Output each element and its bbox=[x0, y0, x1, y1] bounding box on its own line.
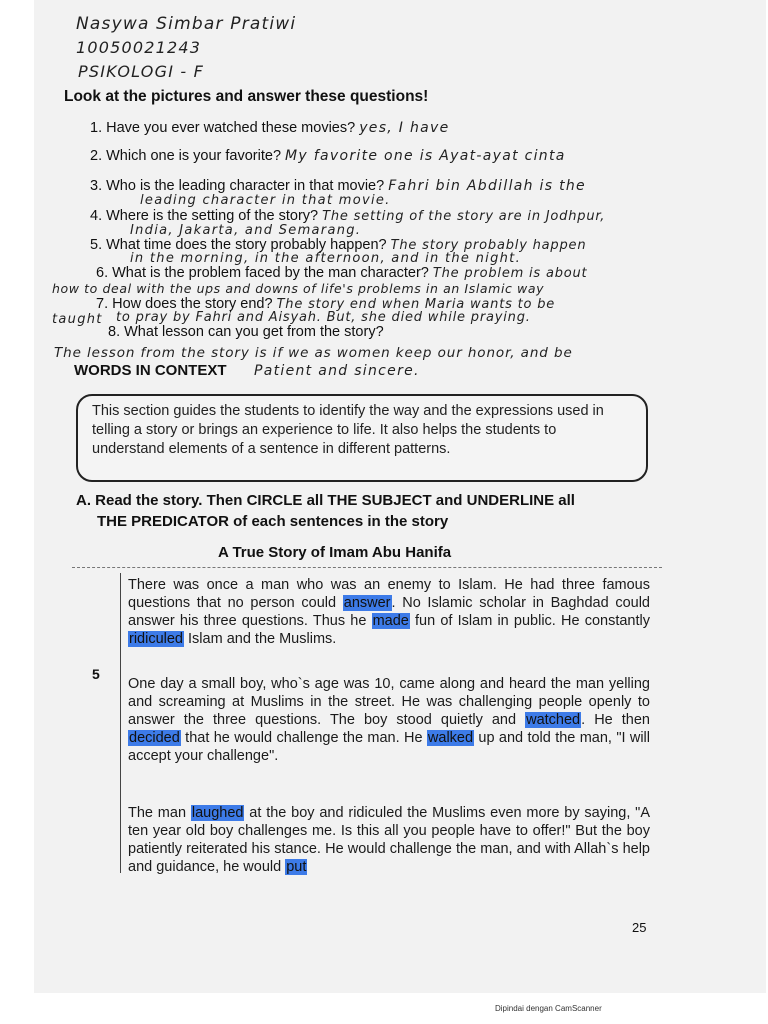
guide-text: This section guides the students to identify the way and the expressions used in telling a story or brings an experience to life. It also helps the students to understand elements of a sentence in different patterns. bbox=[92, 403, 604, 457]
answer: Fahri bin Abdillah is the bbox=[388, 178, 586, 194]
student-dept: PSIKOLOGI - F bbox=[78, 62, 205, 81]
highlighted-word: made bbox=[372, 613, 409, 629]
story-paragraph-2 bbox=[128, 675, 650, 765]
story-paragraph-3 bbox=[128, 804, 650, 876]
answer: The story end when Maria wants to be bbox=[276, 297, 556, 312]
student-id: 10050021243 bbox=[76, 38, 202, 57]
highlighted-word: ridiculed bbox=[129, 631, 183, 647]
question-text: What lesson can you get from the story? bbox=[124, 324, 384, 340]
answer-8: The lesson from the story is if we as women keep our honor, and be bbox=[54, 345, 573, 361]
question-8 bbox=[108, 324, 384, 340]
scanner-watermark: Dipindai dengan CamScanner bbox=[495, 1004, 602, 1013]
answer: The story probably happen bbox=[390, 238, 587, 253]
question-number: 7. bbox=[96, 296, 109, 312]
question-number: 4. bbox=[90, 208, 103, 224]
answer-7-continued: to pray by Fahri and Aisyah. But, she died while praying. bbox=[116, 310, 531, 325]
question-text: Where is the setting of the story? bbox=[106, 208, 319, 224]
answer-3-continued: leading character in that movie. bbox=[140, 193, 391, 208]
task-line-2: THE PREDICATOR of each sentences in the story bbox=[97, 513, 449, 530]
highlighted-word: watched bbox=[526, 712, 581, 728]
answer: The problem is about bbox=[432, 266, 588, 281]
question-number: 6. bbox=[96, 265, 109, 281]
story-paragraph-1 bbox=[128, 576, 650, 648]
highlighted-word: laughed bbox=[191, 805, 244, 821]
story-text: . No Islamic scholar in Baghdad could answer his three questions. Thus he bbox=[128, 595, 650, 629]
answer-7-prefix: taught bbox=[52, 312, 103, 327]
story-text: Islam and the Muslims. bbox=[184, 631, 337, 647]
question-1 bbox=[90, 120, 450, 136]
question-number: 3. bbox=[90, 178, 103, 194]
line-number: 5 bbox=[92, 666, 100, 682]
story-text: fun of Islam in public. He constantly bbox=[409, 613, 650, 629]
question-2 bbox=[90, 148, 566, 164]
story-text: that he would challenge the man. He bbox=[180, 730, 427, 746]
story-text: The man bbox=[128, 805, 191, 821]
question-4 bbox=[90, 208, 605, 224]
question-text: Have you ever watched these movies? bbox=[106, 120, 356, 136]
story-text: up and told the man, "I will accept your challenge". bbox=[128, 730, 650, 764]
answer: yes, I have bbox=[359, 120, 450, 136]
page-number: 25 bbox=[632, 920, 647, 935]
answer-8-continued: Patient and sincere. bbox=[254, 363, 420, 379]
task-line-1: A. Read the story. Then CIRCLE all THE SUBJECT and UNDERLINE all bbox=[76, 492, 575, 509]
question-6 bbox=[96, 265, 587, 281]
answer-6-continued: how to deal with the ups and downs of life's problems in an Islamic way bbox=[52, 281, 545, 296]
question-text: How does the story end? bbox=[112, 296, 273, 312]
highlighted-word: put bbox=[286, 859, 307, 875]
story-text: One day a small boy, who`s age was 10, came along and heard the man yelling and screaming at Muslims in the street. He was challenging people openly to answer the three questions. The boy stood quietly and bbox=[128, 676, 650, 728]
question-number: 8. bbox=[108, 324, 121, 340]
story-text: at the boy and ridiculed the Muslims even more by saying, "A ten year old boy challenges me. Is this all you people have to offer!" But the boy patiently reiterated his stance. He would challenge the man, and with Allah`s help and guidance, he would bbox=[128, 805, 651, 875]
question-text: What time does the story probably happen? bbox=[106, 237, 387, 253]
answer-5-continued: in the morning, in the afternoon, and in the night. bbox=[130, 251, 522, 266]
question-text: Which one is your favorite? bbox=[106, 148, 282, 164]
highlighted-word: answer bbox=[343, 595, 391, 611]
highlighted-word: walked bbox=[427, 730, 474, 746]
answer: The setting of the story are in Jodhpur, bbox=[322, 209, 606, 224]
question-number: 2. bbox=[90, 148, 103, 164]
instruction-heading: Look at the pictures and answer these questions! bbox=[64, 88, 429, 105]
answer-4-continued: India, Jakarta, and Semarang. bbox=[130, 223, 362, 238]
guide-box bbox=[76, 394, 648, 482]
section-title: WORDS IN CONTEXT bbox=[74, 362, 227, 379]
story-title: A True Story of Imam Abu Hanifa bbox=[218, 544, 452, 561]
question-number: 1. bbox=[90, 120, 103, 136]
highlighted-word: decided bbox=[129, 730, 180, 746]
question-3 bbox=[90, 178, 586, 194]
question-text: Who is the leading character in that movie? bbox=[106, 178, 385, 194]
student-name: Nasywa Simbar Pratiwi bbox=[76, 14, 297, 34]
story-text: . He then bbox=[581, 712, 650, 728]
story-text: There was once a man who was an enemy to Islam. He had three famous questions that no person could bbox=[128, 577, 650, 611]
question-text: What is the problem faced by the man character? bbox=[112, 265, 429, 281]
question-number: 5. bbox=[90, 237, 103, 253]
divider bbox=[72, 567, 662, 568]
answer: My favorite one is Ayat-ayat cinta bbox=[285, 148, 566, 164]
